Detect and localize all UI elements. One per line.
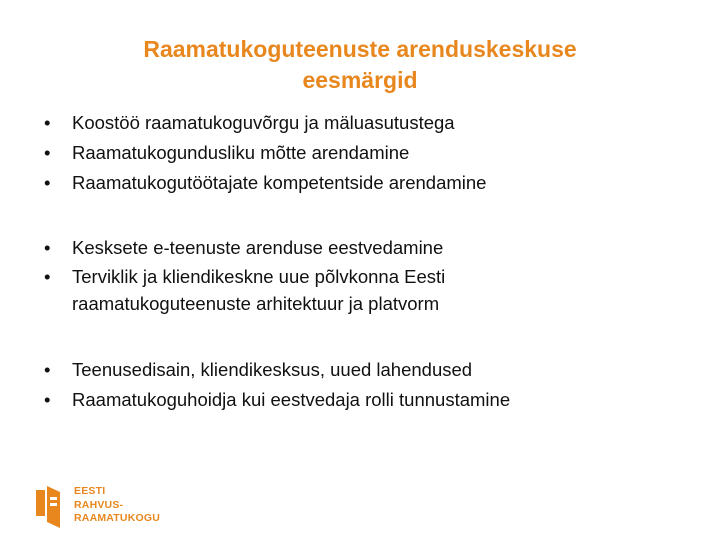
bullet-item [44,168,684,198]
bullet-item [44,233,684,263]
library-logo-icon [36,486,66,528]
bullet-group-1 [44,108,684,198]
bullet-item [44,355,684,385]
slide-title-line-1: Raamatukoguteenuste arenduskeskuse [143,36,577,62]
slide-title [60,34,660,96]
bullet-text: Raamatukogundusliku mõtte arendamine [72,142,410,163]
bullet-marker: • [44,266,51,287]
bullet-item [44,385,684,415]
logo-line-2: RAHVUS- [74,498,124,511]
slide-title-line-2: eesmärgid [302,67,418,93]
bullet-text: Koostöö raamatukoguvõrgu ja mäluasutustega [72,112,455,133]
bullet-marker: • [44,142,51,163]
bullet-text: Teenusedisain, kliendikesksus, uued lahendused [72,359,473,380]
bullet-marker: • [44,172,51,193]
logo-line-1: EESTI [74,485,106,497]
bullet-marker: • [44,389,51,410]
bullet-group-2 [44,233,684,317]
bullet-group-3 [44,355,684,415]
library-logo[interactable] [36,484,176,530]
bullet-text: Kesksete e-teenuste arenduse eestvedamine [72,237,444,258]
bullet-marker: • [44,112,51,133]
bullet-text: Raamatukogutöötajate kompetentside arendamine [72,172,487,193]
bullet-marker: • [44,237,51,258]
bullet-item [44,108,684,138]
logo-line-3: RAAMATUKOGU [74,512,160,524]
bullet-item [44,263,532,317]
logo-wordmark [74,485,160,526]
bullet-marker: • [44,359,51,380]
bullet-item [44,138,684,168]
bullet-text: Terviklik ja kliendikeskne uue põlvkonna Eesti raamatukoguteenuste arhitektuur ja platvorm [72,266,446,314]
bullet-text: Raamatukoguhoidja kui eestvedaja rolli tunnustamine [72,389,511,410]
